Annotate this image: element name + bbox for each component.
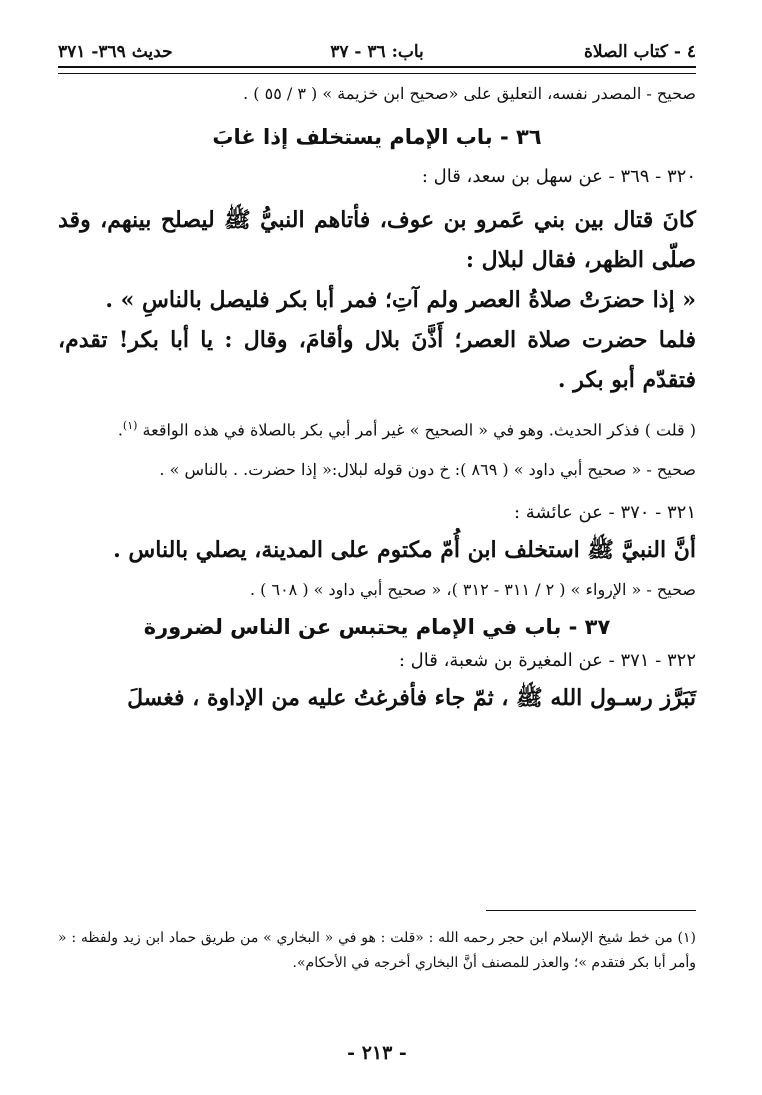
hadith-321-text: أنَّ النبيَّ ﷺ استخلف ابن أُمّ مكتوم على المدينة، يصلي بالناس . bbox=[113, 537, 696, 564]
hadith-320-note: ( قلت ) فذكر الحديث. وهو في « الصحيح » غير أمر أبي بكر بالصلاة في هذه الواقعة $^{(١)}$. bbox=[117, 419, 696, 440]
header-hadith-range: حديث ٣٦٩- ٣٧١ bbox=[58, 42, 173, 62]
header-chapter-range: باب: ٣٦ - ٣٧ bbox=[330, 42, 424, 62]
footnote-ref: (١) bbox=[122, 419, 138, 432]
grading-line: صحيح - المصدر نفسه، التعليق على «صحيح ابن خزيمة » ( ٣ / ٥٥ ) . bbox=[243, 84, 696, 103]
hadith-320-continuation: فلما حضرت صلاة العصر؛ أَذَّنَ بلال وأقامَ، وقال : يا أبا بكر! تقدم، فتقدّم أبو بكر . bbox=[58, 327, 696, 393]
hadith-320-intro: ٣٢٠ - ٣٦٩ - عن سهل بن سعد، قال : bbox=[421, 166, 696, 187]
hadith-320-quote: « إذا حضرَتْ صلاةُ العصر ولم آتِ؛ فمر أبا بكر فليصل بالناسِ » . bbox=[105, 287, 696, 313]
footnote-divider bbox=[486, 910, 696, 911]
header-book-title: ٤ - كتاب الصلاة bbox=[583, 42, 696, 62]
page-number: - ٢١٣ - bbox=[347, 1042, 407, 1064]
running-header bbox=[58, 28, 696, 62]
chapter-heading-37: ٣٧ - باب في الإمام يحتبس عن الناس لضرورة bbox=[143, 615, 611, 640]
hadith-321-grade: صحيح - « الإرواء » ( ٢ / ٣١١ - ٣١٢ )، « صحيح أبي داود » ( ٦٠٨ ) . bbox=[249, 580, 696, 600]
hadith-322-text: تَبَرَّز رسـول الله ﷺ ، ثمّ جاء فأفرغتُ عليه من الإداوة ، فغسلَ bbox=[127, 685, 696, 712]
footnote: (١) من خط شيخ الإسلام ابن حجر رحمه الله : «قلت : هو في « البخاري » من طريق حماد ابن زيد ولفظه : « وأمر أبا بكر فتقدم »؛ والعذر للمصنف أنَّ البخاري أخرجه في الأحكام». bbox=[58, 930, 696, 971]
hadith-320-grade: صحيح - « صحيح أبي داود » ( ٨٦٩ ): خ دون قوله لبلال:« إذا حضرت. . بالناس » . bbox=[159, 460, 696, 480]
header-divider bbox=[58, 66, 696, 74]
hadith-320-text: كانَ قتال بين بني عَمرو بن عوف، فأتاهم النبيُّ ﷺ ليصلح بينهم، وقد صلّى الظهر، فقال لبلال : bbox=[58, 207, 696, 273]
page-body bbox=[58, 80, 696, 718]
hadith-321-intro: ٣٢١ - ٣٧٠ - عن عائشة : bbox=[514, 502, 696, 524]
book-page bbox=[58, 28, 696, 1068]
hadith-322-intro: ٣٢٢ - ٣٧١ - عن المغيرة بن شعبة، قال : bbox=[398, 650, 696, 672]
note-text: ( قلت ) فذكر الحديث. وهو في « الصحيح » غير أمر أبي بكر بالصلاة في هذه الواقعة bbox=[142, 420, 696, 440]
chapter-heading-36: ٣٦ - باب الإمام يستخلف إذا غابَ bbox=[212, 125, 542, 149]
